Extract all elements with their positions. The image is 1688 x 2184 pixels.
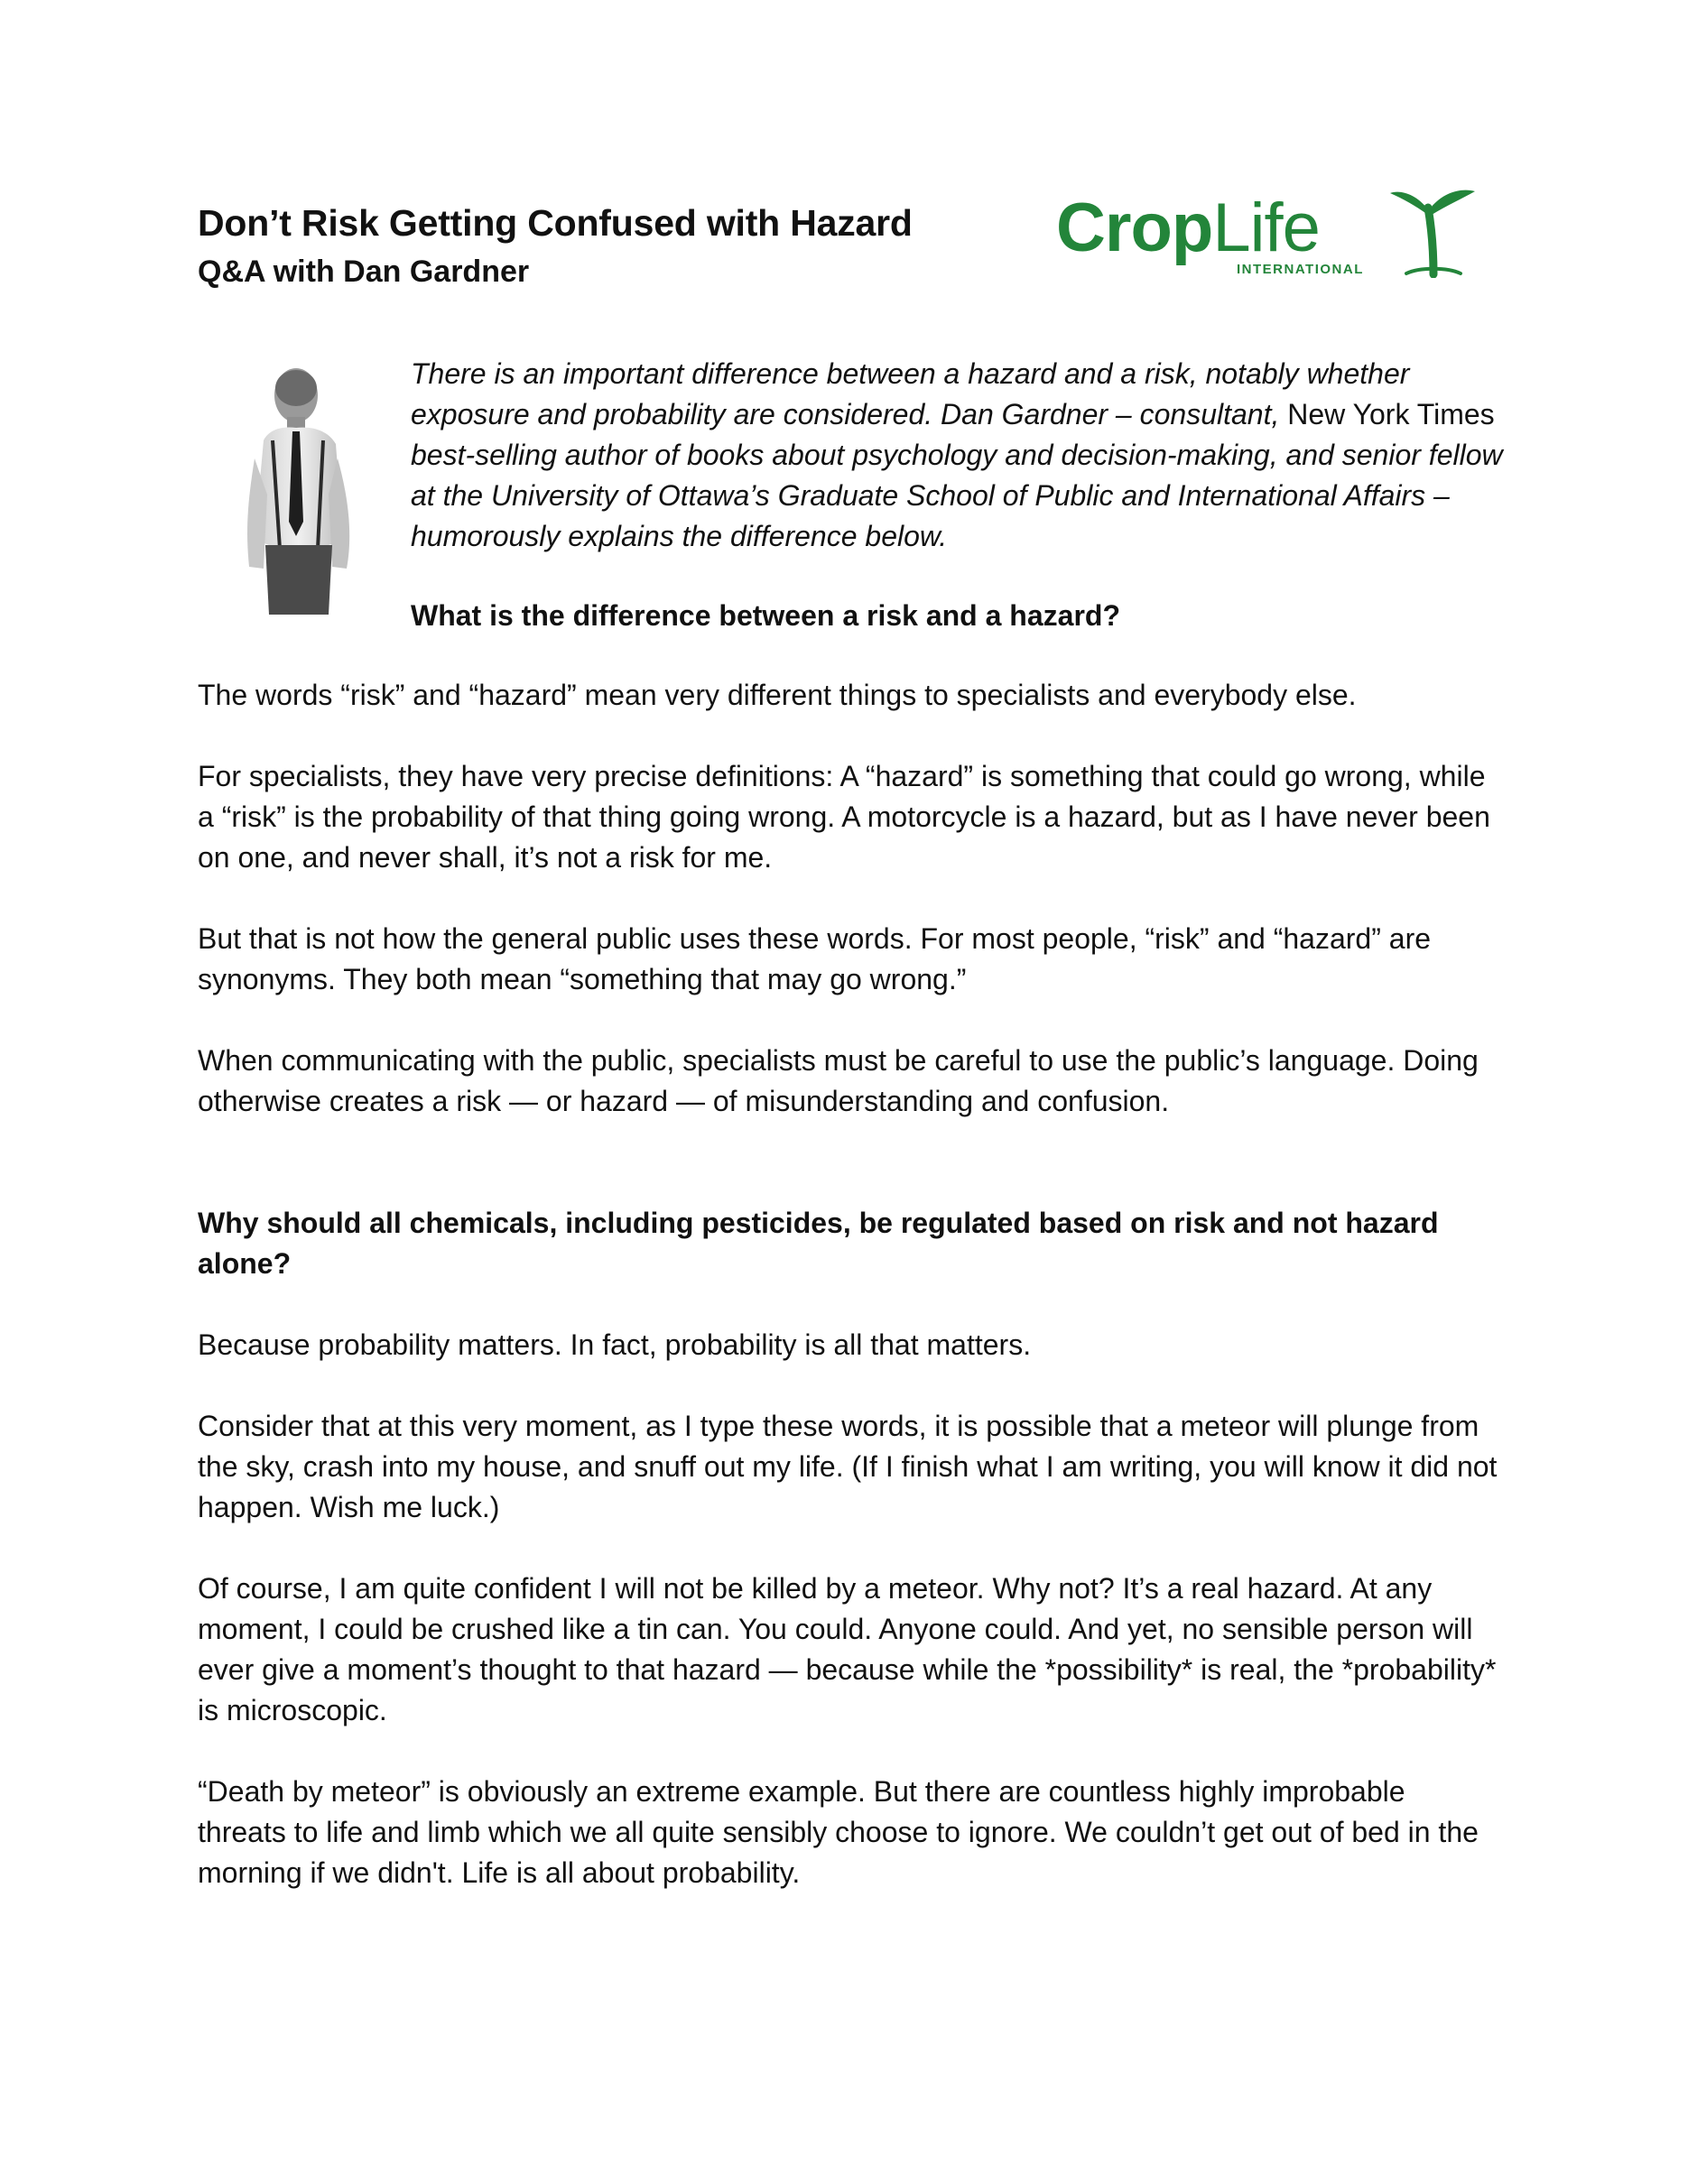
answer-1-paragraph-3: But that is not how the general public uses these words. For most people, “risk” and “hazard” are synonyms. They both mean “something that may go wrong.” [198,922,1432,995]
intro-paragraph [411,354,1521,557]
logo-word-life: Life [1212,190,1320,266]
logo-subtext: INTERNATIONAL [1237,262,1364,277]
intro-publication: New York Times [1287,398,1495,430]
intro-text-part1: There is an important difference between a hazard and a risk, notably whether exposure and probability are considered. Dan Gardner – consultant, [411,357,1410,430]
document-title: Don’t Risk Getting Confused with Hazard [198,202,913,244]
document-subtitle: Q&A with Dan Gardner [198,254,530,289]
answer-2-paragraph-1: Because probability matters. In fact, probability is all that matters. [198,1328,1032,1361]
answer-1-paragraph-2: For specialists, they have very precise definitions: A “hazard” is something that could go wrong, while a “risk” is the probability of that thing going wrong. A motorcycle is a hazard, but as I have never been on one, and never shall, it’s not a risk for me. [198,760,1490,874]
answer-1-paragraph-4: When communicating with the public, specialists must be careful to use the public’s language. Doing otherwise creates a risk — or hazard — of misunderstanding and confusion. [198,1044,1479,1117]
answer-2-paragraph-3: Of course, I am quite confident I will not be killed by a meteor. Why not? It’s a real hazard. At any moment, I could be crushed like a tin can. You could. Anyone could. And yet, no sensible person will ever give a moment’s thought to that hazard — because while the *possibility* is real, the *probability* is microscopic. [198,1572,1497,1726]
logo-word-crop: Crop [1056,190,1213,266]
croplife-logo [1056,188,1480,287]
answer-2-paragraph-4: “Death by meteor” is obviously an extreme example. But there are countless highly improbable threats to life and limb which we all quite sensibly choose to ignore. We couldn’t get out of bed in the morning if we didn't. Life is all about probability. [198,1775,1479,1889]
author-portrait [246,359,390,615]
question-2: Why should all chemicals, including pesticides, be regulated based on risk and not hazard alone? [198,1207,1439,1280]
answer-1-paragraph-1: The words “risk” and “hazard” mean very different things to specialists and everybody else. [198,679,1357,711]
question-1: What is the difference between a risk and a hazard? [411,599,1120,632]
article-body [198,675,1498,1934]
answer-2-paragraph-2: Consider that at this very moment, as I type these words, it is possible that a meteor will plunge from the sky, crash into my house, and snuff out my life. (If I finish what I am writing, you will know it did not happen. Wish me luck.) [198,1410,1498,1523]
sprout-icon [1388,188,1477,278]
intro-text-part2: best-selling author of books about psychology and decision-making, and senior fellow at the University of Ottawa’s Graduate School of Public and International Affairs – humorously explains the difference below. [411,439,1503,552]
logo-wordmark [1056,188,1320,269]
